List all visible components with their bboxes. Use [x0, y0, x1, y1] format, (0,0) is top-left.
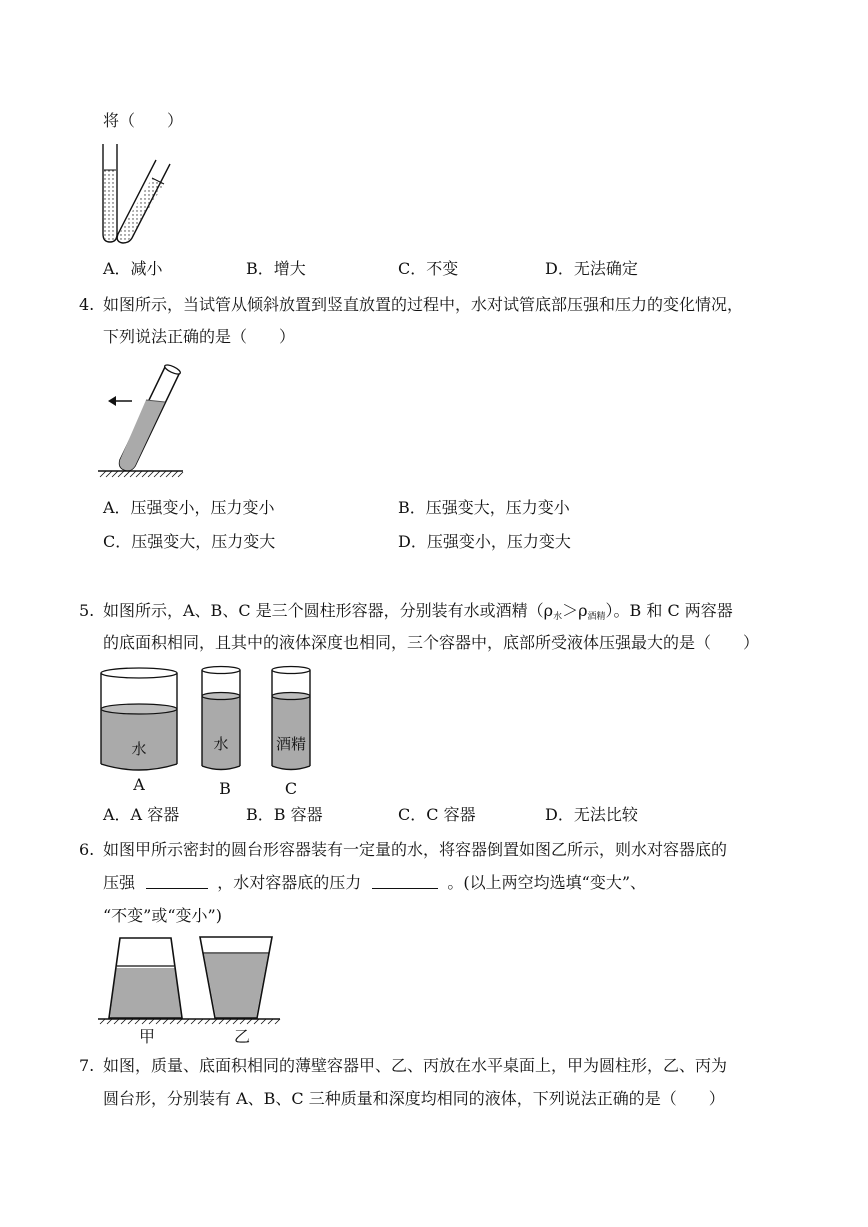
- q3-stem-tail: 将（ ）: [103, 111, 184, 130]
- q6-stem-line1: 如图甲所示密封的圆台形容器装有一定量的水，将容器倒置如图乙所示，则水对容器底的: [103, 840, 728, 859]
- q3-option-c[interactable]: C．不变: [398, 259, 459, 278]
- q6-stem-line2-a: 压强: [103, 873, 136, 892]
- q7-stem-line1: 如图，质量、底面积相同的薄壁容器甲、乙、丙放在水平桌面上，甲为圆柱形，乙、丙为: [103, 1056, 728, 1075]
- q5-rho-water-subscript: 水: [553, 612, 563, 622]
- q6-number: 6.: [79, 840, 95, 859]
- q6-blank-pressure[interactable]: [146, 874, 208, 889]
- q5-label-a: 水: [131, 740, 147, 758]
- q6-frustum-figure: [98, 935, 283, 1045]
- q4-option-a[interactable]: A．压强变小，压力变小: [103, 498, 275, 517]
- q5-stem-line1: [103, 601, 733, 627]
- q6-stem-line2: [103, 873, 646, 893]
- q5-caption-b: B: [219, 779, 231, 798]
- q4-number: 4.: [79, 295, 95, 314]
- q3-test-tubes-figure: [96, 142, 176, 242]
- q5-stem-line1-c: ）。B 和 C 两容器: [605, 601, 733, 620]
- q5-caption-c: C: [284, 779, 298, 798]
- q5-stem-line2: 的底面积相同，且其中的液体深度也相同，三个容器中，底部所受液体压强最大的是（ ）: [103, 633, 760, 652]
- q6-caption-jia: 甲: [138, 1027, 156, 1046]
- q6-caption-yi: 乙: [233, 1027, 251, 1046]
- q5-stem-line1-a: 如图所示，A、B、C 是三个圆柱形容器，分别装有水或酒精（ρ: [103, 601, 554, 620]
- q3-option-a[interactable]: A．减小: [103, 259, 163, 278]
- q5-option-a[interactable]: A．A 容器: [103, 805, 180, 824]
- q6-stem-line2-b: ，水对容器底的压力: [217, 873, 362, 892]
- q6-stem-line3: “不变”或“变小”): [103, 906, 222, 925]
- q6-stem-line2-c: 。(以上两空均选填“变大”、: [447, 873, 647, 892]
- q4-stem-line1: 如图所示，当试管从倾斜放置到竖直放置的过程中，水对试管底部压强和压力的变化情况，: [103, 295, 744, 314]
- q5-label-c: 酒精: [275, 735, 307, 753]
- q7-number: 7.: [79, 1056, 95, 1075]
- q5-option-c[interactable]: C．C 容器: [398, 805, 476, 824]
- q4-test-tube-figure: [98, 362, 208, 482]
- q4-option-c[interactable]: C．压强变大，压力变大: [103, 532, 276, 551]
- q4-option-d[interactable]: D．压强变小，压力变大: [398, 532, 571, 551]
- q3-option-d[interactable]: D．无法确定: [545, 259, 638, 278]
- q6-blank-force[interactable]: [372, 874, 438, 889]
- q5-caption-a: A: [133, 775, 145, 794]
- q5-number: 5.: [79, 601, 95, 620]
- q5-rho-alcohol-subscript: 酒精: [587, 612, 606, 622]
- q5-option-d[interactable]: D．无法比较: [545, 805, 638, 824]
- q5-stem-line1-b: ＞ρ: [562, 601, 588, 620]
- q6-container-yi: [200, 937, 272, 1018]
- q5-label-b: 水: [213, 735, 229, 753]
- q6-container-jia: [109, 938, 182, 1018]
- q5-cylinders-figure: [98, 664, 328, 798]
- q3-option-b[interactable]: B．增大: [246, 259, 306, 278]
- q5-option-b[interactable]: B．B 容器: [246, 805, 323, 824]
- q5-container-b: [202, 667, 240, 770]
- q5-container-c: [272, 667, 310, 770]
- q4-option-b[interactable]: B．压强变大，压力变小: [398, 498, 570, 517]
- q4-stem-line2: 下列说法正确的是（ ）: [103, 327, 296, 346]
- q7-stem-line2: 圆台形，分别装有 A、B、C 三种质量和深度均相同的液体，下列说法正确的是（ ）: [103, 1089, 725, 1108]
